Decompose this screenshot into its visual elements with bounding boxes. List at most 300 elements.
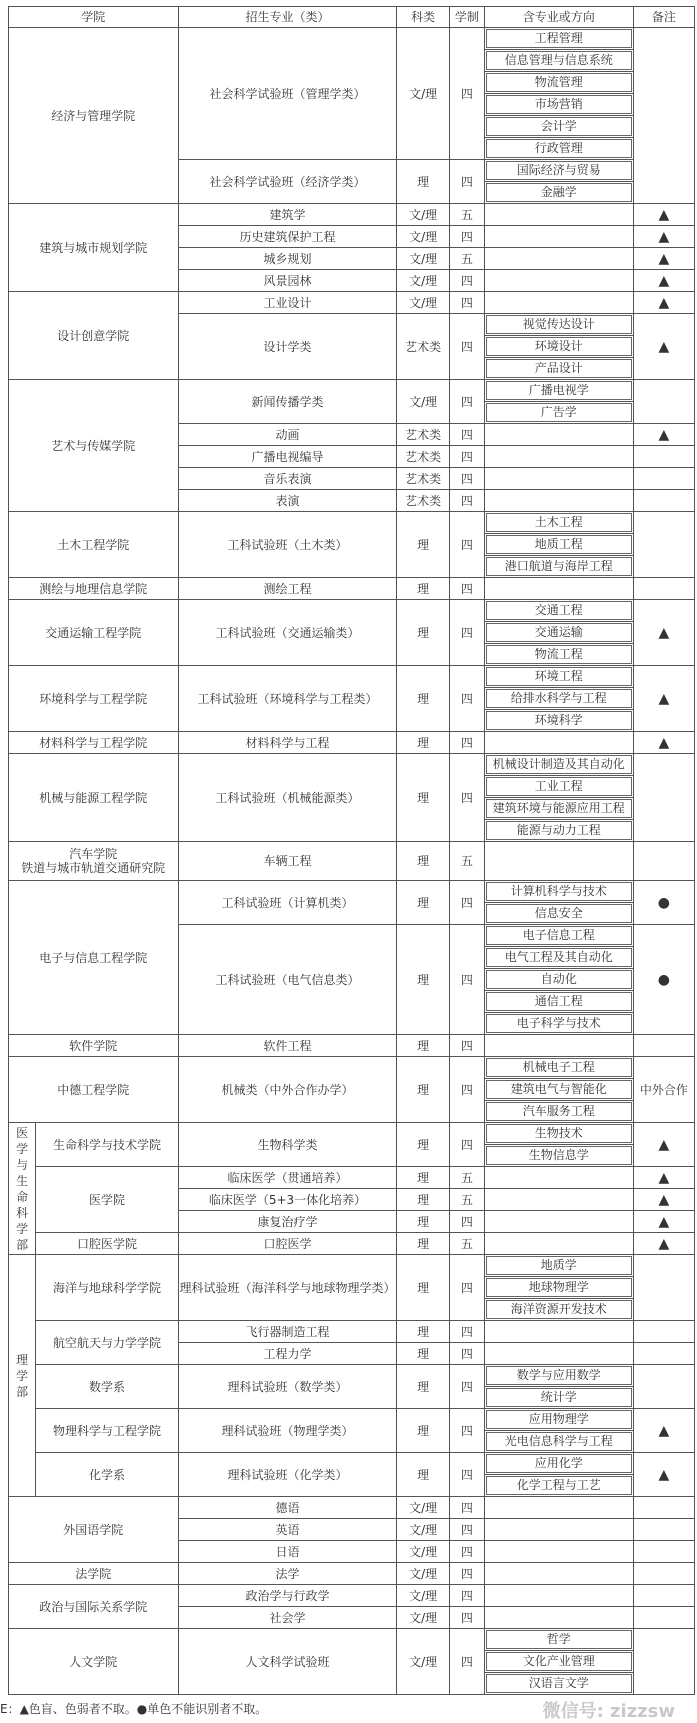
direction-cell — [484, 1453, 633, 1475]
years-cell: 四 — [449, 1519, 484, 1541]
table-row — [9, 666, 695, 688]
major-cell: 飞行器制造工程 — [178, 1321, 397, 1343]
major-cell: 动画 — [178, 424, 397, 446]
years-cell: 五 — [449, 842, 484, 881]
type-cell: 理 — [397, 1255, 450, 1321]
college-cell: 生命科学与技术学院 — [36, 1123, 178, 1167]
years-cell: 四 — [449, 160, 484, 204]
table-row — [9, 1563, 695, 1585]
major-cell: 社会科学试验班（经济学类） — [178, 160, 397, 204]
major-cell: 表演 — [178, 490, 397, 512]
college-cell: 土木工程学院 — [9, 512, 179, 578]
direction-label: 会计学 — [486, 117, 632, 136]
header-major: 招生专业（类） — [178, 7, 397, 28]
table-row — [9, 204, 695, 226]
major-cell: 工科试验班（计算机类） — [178, 881, 397, 925]
direction-label: 能源与动力工程 — [486, 821, 632, 840]
college-cell: 材料科学与工程学院 — [9, 732, 179, 754]
direction-label: 港口航道与海岸工程 — [486, 557, 632, 576]
direction-cell — [484, 1211, 633, 1233]
direction-label: 物流管理 — [486, 73, 632, 92]
triangle-mark-icon: ▲ — [633, 1233, 694, 1255]
college-cell: 法学院 — [9, 1563, 179, 1585]
college-cell: 海洋与地球科学学院 — [36, 1255, 178, 1321]
direction-label: 生物信息学 — [486, 1146, 632, 1165]
type-cell: 理 — [397, 1189, 450, 1211]
direction-cell — [484, 204, 633, 226]
table-row — [9, 1255, 695, 1277]
direction-cell — [484, 1013, 633, 1035]
type-cell: 艺术类 — [397, 490, 450, 512]
type-cell: 艺术类 — [397, 314, 450, 380]
direction-cell — [484, 1343, 633, 1365]
years-cell: 四 — [449, 1497, 484, 1519]
direction-cell — [484, 1255, 633, 1277]
direction-label: 汽车服务工程 — [486, 1102, 632, 1121]
type-cell: 文/理 — [397, 204, 450, 226]
direction-cell — [484, 490, 633, 512]
direction-cell — [484, 402, 633, 424]
direction-cell — [484, 28, 633, 50]
note-cell — [633, 578, 694, 600]
direction-cell — [484, 1585, 633, 1607]
direction-cell — [484, 446, 633, 468]
direction-cell — [484, 380, 633, 402]
major-cell: 社会学 — [178, 1607, 397, 1629]
direction-label: 电子信息工程 — [486, 926, 632, 945]
direction-label: 地球物理学 — [486, 1278, 632, 1297]
note-cell — [633, 1607, 694, 1629]
direction-label: 广告学 — [486, 403, 632, 422]
years-cell: 四 — [449, 424, 484, 446]
direction-cell — [484, 644, 633, 666]
circle-mark-icon: ● — [633, 925, 694, 1035]
years-cell: 四 — [449, 380, 484, 424]
direction-label: 环境科学 — [486, 711, 632, 730]
years-cell: 四 — [449, 270, 484, 292]
table-row — [9, 1453, 695, 1475]
direction-label: 市场营销 — [486, 95, 632, 114]
department-cell: 理学部 — [9, 1255, 36, 1497]
years-cell: 四 — [449, 578, 484, 600]
major-cell: 工科试验班（环境科学与工程类） — [178, 666, 397, 732]
type-cell: 文/理 — [397, 292, 450, 314]
college-cell: 政治与国际关系学院 — [9, 1585, 179, 1629]
direction-cell — [484, 622, 633, 644]
college-cell — [9, 842, 179, 881]
major-cell: 法学 — [178, 1563, 397, 1585]
note-cell — [633, 1629, 694, 1695]
years-cell: 五 — [449, 1189, 484, 1211]
type-cell: 艺术类 — [397, 468, 450, 490]
triangle-mark-icon: ▲ — [633, 292, 694, 314]
major-cell: 音乐表演 — [178, 468, 397, 490]
direction-cell — [484, 710, 633, 732]
note-cell — [633, 446, 694, 468]
direction-cell — [484, 270, 633, 292]
note-cell — [633, 1365, 694, 1409]
direction-cell — [484, 1629, 633, 1651]
major-cell: 生物科学类 — [178, 1123, 397, 1167]
direction-label: 环境设计 — [486, 337, 632, 356]
years-cell: 五 — [449, 1233, 484, 1255]
major-cell: 广播电视编导 — [178, 446, 397, 468]
direction-cell — [484, 1189, 633, 1211]
type-cell: 文/理 — [397, 226, 450, 248]
type-cell: 文/理 — [397, 1519, 450, 1541]
note-cell — [633, 1497, 694, 1519]
type-cell: 文/理 — [397, 380, 450, 424]
college-cell: 数学系 — [36, 1365, 178, 1409]
type-cell: 理 — [397, 1453, 450, 1497]
note-cell — [633, 1255, 694, 1321]
years-cell: 四 — [449, 446, 484, 468]
direction-label: 视觉传达设计 — [486, 315, 632, 334]
years-cell: 四 — [449, 226, 484, 248]
direction-label: 行政管理 — [486, 139, 632, 158]
major-cell: 风景园林 — [178, 270, 397, 292]
admissions-table-container — [8, 6, 695, 1695]
direction-cell — [484, 1431, 633, 1453]
note-cell — [633, 1035, 694, 1057]
major-cell: 德语 — [178, 1497, 397, 1519]
direction-cell — [484, 666, 633, 688]
direction-cell — [484, 1123, 633, 1145]
table-row — [9, 881, 695, 903]
direction-label: 环境工程 — [486, 667, 632, 686]
direction-cell — [484, 688, 633, 710]
direction-cell — [484, 248, 633, 270]
direction-cell — [484, 336, 633, 358]
triangle-mark-icon: ▲ — [633, 1409, 694, 1453]
table-row — [9, 1629, 695, 1651]
direction-cell — [484, 600, 633, 622]
direction-cell — [484, 903, 633, 925]
direction-label: 电子科学与技术 — [486, 1014, 632, 1033]
direction-cell — [484, 1519, 633, 1541]
major-cell: 工科试验班（电气信息类） — [178, 925, 397, 1035]
header-years: 学制 — [449, 7, 484, 28]
watermark-text: 微信号: zizzsw — [542, 1701, 675, 1722]
triangle-mark-icon: ▲ — [633, 424, 694, 446]
direction-cell — [484, 820, 633, 842]
direction-label: 金融学 — [486, 183, 632, 202]
table-row — [9, 842, 695, 881]
header-type: 科类 — [397, 7, 450, 28]
triangle-mark-icon: ▲ — [633, 1453, 694, 1497]
direction-label: 哲学 — [486, 1630, 632, 1649]
header-college: 学院 — [9, 7, 179, 28]
direction-label: 工程管理 — [486, 29, 632, 48]
type-cell: 理 — [397, 600, 450, 666]
years-cell: 四 — [449, 468, 484, 490]
college-cell: 建筑与城市规划学院 — [9, 204, 179, 292]
note-cell — [633, 1563, 694, 1585]
major-cell: 口腔医学 — [178, 1233, 397, 1255]
type-cell: 理 — [397, 666, 450, 732]
major-cell: 理科试验班（数学类） — [178, 1365, 397, 1409]
direction-label: 化学工程与工艺 — [486, 1476, 632, 1495]
years-cell: 四 — [449, 1563, 484, 1585]
direction-label: 通信工程 — [486, 992, 632, 1011]
direction-cell — [484, 424, 633, 446]
header-directions: 含专业或方向 — [484, 7, 633, 28]
years-cell: 四 — [449, 600, 484, 666]
years-cell: 四 — [449, 1035, 484, 1057]
table-row — [9, 1497, 695, 1519]
direction-cell — [484, 1233, 633, 1255]
major-cell: 工科试验班（交通运输类） — [178, 600, 397, 666]
direction-label: 建筑电气与智能化 — [486, 1080, 632, 1099]
major-cell: 社会科学试验班（管理学类） — [178, 28, 397, 160]
major-cell: 工科试验班（机械能源类） — [178, 754, 397, 842]
type-cell: 文/理 — [397, 1585, 450, 1607]
type-cell: 理 — [397, 1167, 450, 1189]
direction-cell — [484, 842, 633, 881]
type-cell: 理 — [397, 1409, 450, 1453]
table-row — [9, 1233, 695, 1255]
type-cell: 理 — [397, 1343, 450, 1365]
note-cell — [633, 754, 694, 842]
years-cell: 四 — [449, 732, 484, 754]
type-cell: 理 — [397, 925, 450, 1035]
triangle-mark-icon: ▲ — [633, 248, 694, 270]
table-row — [9, 1409, 695, 1431]
direction-label: 产品设计 — [486, 359, 632, 378]
college-cell: 软件学院 — [9, 1035, 179, 1057]
direction-cell — [484, 578, 633, 600]
direction-cell — [484, 1541, 633, 1563]
direction-cell — [484, 732, 633, 754]
direction-label: 物流工程 — [486, 645, 632, 664]
major-cell: 材料科学与工程 — [178, 732, 397, 754]
triangle-mark-icon: ▲ — [633, 204, 694, 226]
type-cell: 文/理 — [397, 248, 450, 270]
note-cell — [633, 28, 694, 204]
years-cell: 四 — [449, 1321, 484, 1343]
college-cell: 电子与信息工程学院 — [9, 881, 179, 1035]
direction-label: 土木工程 — [486, 513, 632, 532]
direction-label: 海洋资源开发技术 — [486, 1300, 632, 1319]
college-cell: 设计创意学院 — [9, 292, 179, 380]
note-cell — [633, 468, 694, 490]
major-cell: 机械类（中外合作办学） — [178, 1057, 397, 1123]
years-cell: 四 — [449, 1585, 484, 1607]
type-cell: 文/理 — [397, 1563, 450, 1585]
type-cell: 理 — [397, 1321, 450, 1343]
type-cell: 文/理 — [397, 1497, 450, 1519]
direction-cell — [484, 881, 633, 903]
years-cell: 四 — [449, 925, 484, 1035]
direction-cell — [484, 314, 633, 336]
college-cell: 经济与管理学院 — [9, 28, 179, 204]
major-cell: 设计学类 — [178, 314, 397, 380]
direction-label: 机械设计制造及其自动化 — [486, 755, 632, 774]
years-cell: 四 — [449, 1123, 484, 1167]
major-cell: 新闻传播学类 — [178, 380, 397, 424]
direction-cell — [484, 947, 633, 969]
college-cell: 物理科学与工程学院 — [36, 1409, 178, 1453]
direction-cell — [484, 138, 633, 160]
college-cell: 机械与能源工程学院 — [9, 754, 179, 842]
direction-label: 给排水科学与工程 — [486, 689, 632, 708]
type-cell: 理 — [397, 1123, 450, 1167]
college-cell: 中德工程学院 — [9, 1057, 179, 1123]
years-cell: 四 — [449, 490, 484, 512]
triangle-mark-icon: ▲ — [633, 666, 694, 732]
type-cell: 艺术类 — [397, 424, 450, 446]
direction-label: 地质工程 — [486, 535, 632, 554]
table-row — [9, 1035, 695, 1057]
direction-label: 交通工程 — [486, 601, 632, 620]
header-notes: 备注 — [633, 7, 694, 28]
major-cell: 政治学与行政学 — [178, 1585, 397, 1607]
type-cell: 理 — [397, 732, 450, 754]
direction-cell — [484, 94, 633, 116]
table-row — [9, 28, 695, 50]
direction-cell — [484, 1321, 633, 1343]
years-cell: 四 — [449, 666, 484, 732]
years-cell: 四 — [449, 314, 484, 380]
major-cell: 车辆工程 — [178, 842, 397, 881]
direction-cell — [484, 226, 633, 248]
table-row — [9, 578, 695, 600]
direction-cell — [484, 182, 633, 204]
direction-cell — [484, 991, 633, 1013]
table-row — [9, 754, 695, 776]
circle-mark-icon: ● — [633, 881, 694, 925]
direction-cell — [484, 1673, 633, 1695]
major-cell: 工科试验班（土木类） — [178, 512, 397, 578]
table-row — [9, 1585, 695, 1607]
direction-cell — [484, 512, 633, 534]
type-cell: 文/理 — [397, 1541, 450, 1563]
direction-cell — [484, 1365, 633, 1387]
note-cell — [633, 512, 694, 578]
direction-cell — [484, 160, 633, 182]
years-cell: 五 — [449, 1167, 484, 1189]
note-cell — [633, 1585, 694, 1607]
college-name-line: 汽车学院 — [69, 847, 118, 861]
footnote: E：▲色盲、色弱者不取。●单色不能识别者不取。 — [0, 1702, 268, 1716]
direction-cell — [484, 1607, 633, 1629]
direction-label: 信息管理与信息系统 — [486, 51, 632, 70]
major-cell: 测绘工程 — [178, 578, 397, 600]
college-cell: 测绘与地理信息学院 — [9, 578, 179, 600]
direction-label: 应用化学 — [486, 1454, 632, 1473]
direction-cell — [484, 1277, 633, 1299]
college-cell: 化学系 — [36, 1453, 178, 1497]
triangle-mark-icon: ▲ — [633, 1189, 694, 1211]
type-cell: 理 — [397, 578, 450, 600]
direction-cell — [484, 358, 633, 380]
table-header-row — [9, 7, 695, 28]
years-cell: 四 — [449, 512, 484, 578]
direction-cell — [484, 1563, 633, 1585]
years-cell: 四 — [449, 1211, 484, 1233]
direction-label: 机械电子工程 — [486, 1058, 632, 1077]
type-cell: 理 — [397, 160, 450, 204]
years-cell: 四 — [449, 1343, 484, 1365]
college-name-line: 铁道与城市轨道交通研究院 — [21, 861, 166, 875]
direction-label: 计算机科学与技术 — [486, 882, 632, 901]
note-cell — [633, 1519, 694, 1541]
triangle-mark-icon: ▲ — [633, 1211, 694, 1233]
direction-label: 统计学 — [486, 1388, 632, 1407]
major-cell: 理科试验班（化学类） — [178, 1453, 397, 1497]
triangle-mark-icon: ▲ — [633, 732, 694, 754]
years-cell: 四 — [449, 1453, 484, 1497]
table-row — [9, 732, 695, 754]
college-cell: 医学院 — [36, 1167, 178, 1233]
table-row — [9, 512, 695, 534]
direction-cell — [484, 1057, 633, 1079]
direction-cell — [484, 1299, 633, 1321]
type-cell: 理 — [397, 1057, 450, 1123]
type-cell: 理 — [397, 1365, 450, 1409]
direction-label: 汉语言文学 — [486, 1674, 632, 1693]
major-cell: 工程力学 — [178, 1343, 397, 1365]
direction-label: 广播电视学 — [486, 381, 632, 400]
direction-label: 数学与应用数学 — [486, 1366, 632, 1385]
direction-cell — [484, 50, 633, 72]
direction-label: 工业工程 — [486, 777, 632, 796]
years-cell: 四 — [449, 754, 484, 842]
triangle-mark-icon: ▲ — [633, 600, 694, 666]
major-cell: 理科试验班（海洋科学与地球物理学类） — [178, 1255, 397, 1321]
college-cell: 人文学院 — [9, 1629, 179, 1695]
type-cell: 文/理 — [397, 1607, 450, 1629]
table-row — [9, 380, 695, 402]
note-cell — [633, 1343, 694, 1365]
direction-cell — [484, 925, 633, 947]
triangle-mark-icon: ▲ — [633, 270, 694, 292]
major-cell: 建筑学 — [178, 204, 397, 226]
years-cell: 五 — [449, 248, 484, 270]
note-cell — [633, 1321, 694, 1343]
direction-cell — [484, 534, 633, 556]
major-cell: 日语 — [178, 1541, 397, 1563]
table-row — [9, 1167, 695, 1189]
direction-label: 文化产业管理 — [486, 1652, 632, 1671]
type-cell: 理 — [397, 1211, 450, 1233]
direction-label: 应用物理学 — [486, 1410, 632, 1429]
direction-cell — [484, 798, 633, 820]
admissions-table — [8, 6, 695, 1695]
years-cell: 五 — [449, 204, 484, 226]
direction-label: 生物技术 — [486, 1124, 632, 1143]
direction-label: 交通运输 — [486, 623, 632, 642]
college-cell: 航空航天与力学学院 — [36, 1321, 178, 1365]
direction-cell — [484, 969, 633, 991]
triangle-mark-icon: ▲ — [633, 1123, 694, 1167]
type-cell: 理 — [397, 842, 450, 881]
major-cell: 临床医学（5+3一体化培养） — [178, 1189, 397, 1211]
direction-label: 自动化 — [486, 970, 632, 989]
type-cell: 理 — [397, 512, 450, 578]
college-cell: 外国语学院 — [9, 1497, 179, 1563]
years-cell: 四 — [449, 1057, 484, 1123]
type-cell: 理 — [397, 754, 450, 842]
direction-label: 电气工程及其自动化 — [486, 948, 632, 967]
type-cell: 艺术类 — [397, 446, 450, 468]
note-cell — [633, 380, 694, 424]
years-cell: 四 — [449, 881, 484, 925]
college-cell: 艺术与传媒学院 — [9, 380, 179, 512]
note-cell: 中外合作 — [633, 1057, 694, 1123]
type-cell: 理 — [397, 1233, 450, 1255]
table-row — [9, 600, 695, 622]
